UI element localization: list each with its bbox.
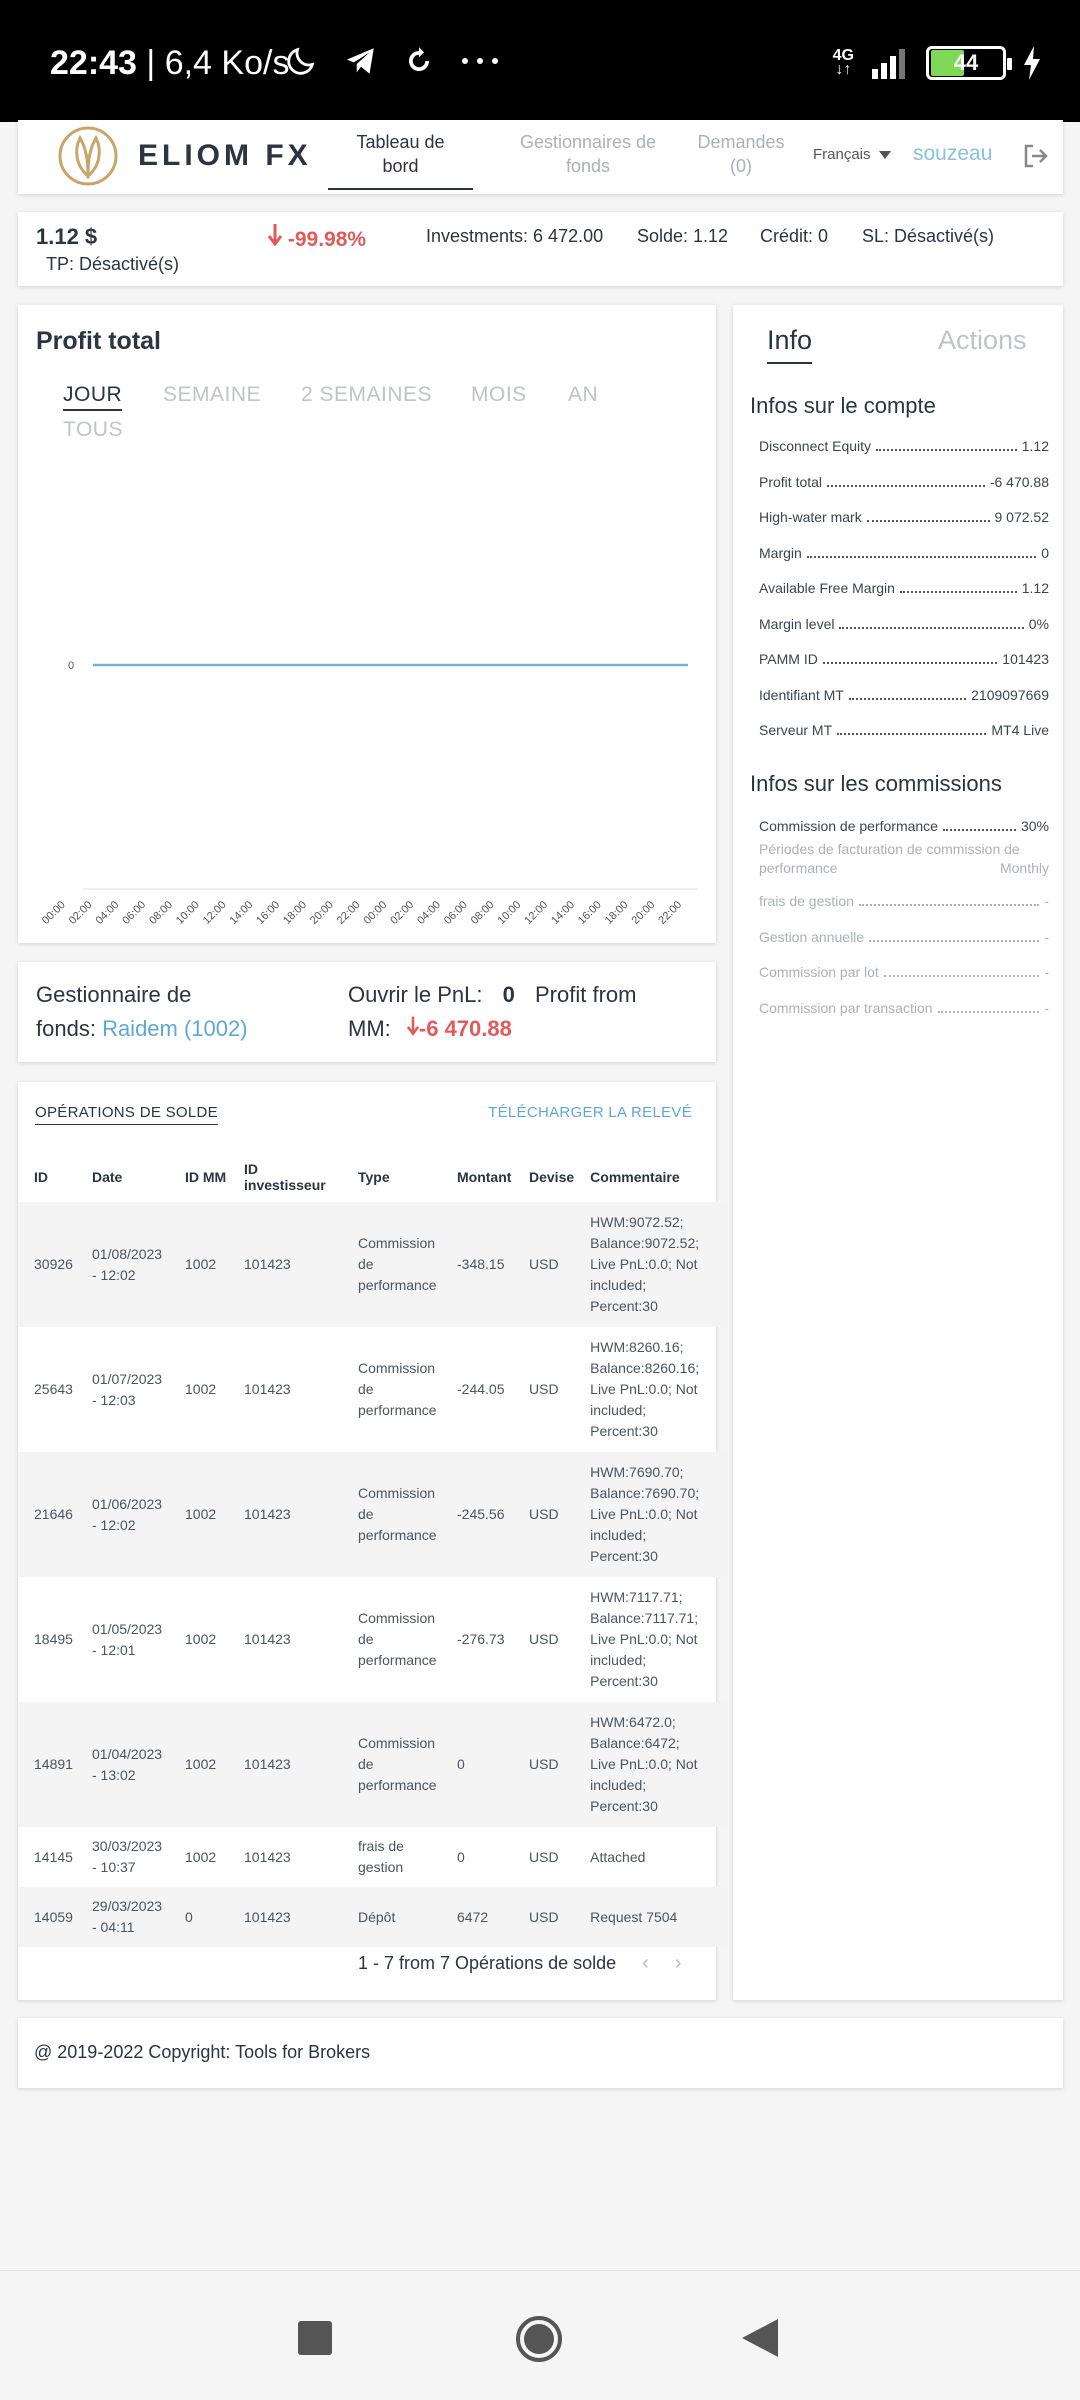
kv-account-row: PAMM ID 101423 xyxy=(759,651,1049,667)
operations-table xyxy=(18,1152,728,1947)
next-page-icon[interactable]: › xyxy=(674,1952,682,1974)
home-icon[interactable] xyxy=(515,2315,563,2363)
col-date[interactable]: Date xyxy=(92,1169,123,1185)
download-statement-link[interactable]: TÉLÉCHARGER LA RELEVÉ xyxy=(488,1104,692,1121)
period-month[interactable]: MOIS xyxy=(471,383,527,406)
arrow-down-icon xyxy=(268,224,282,246)
clock: 22:43 xyxy=(50,44,137,82)
x-tick-label: 14:00 xyxy=(227,898,256,927)
cell-comment: HWM:9072.52; Balance:9072.52; Live PnL:0.0; Not included; Percent:30 xyxy=(574,1202,728,1327)
copyright-text: @ 2019-2022 Copyright: Tools for Brokers xyxy=(34,2042,371,2062)
cell-amount: 0 xyxy=(457,1848,465,1865)
charging-icon xyxy=(1022,46,1042,80)
cell-date: 01/05/2023 - 12:01 xyxy=(92,1620,163,1658)
cell-id: 14891 xyxy=(18,1702,76,1827)
cell-id: 18495 xyxy=(34,1631,73,1647)
table-row xyxy=(18,1702,728,1827)
cell-mm-id: 1002 xyxy=(169,1202,228,1327)
x-tick-label: 20:00 xyxy=(629,898,658,927)
cell-id: 21646 xyxy=(18,1452,76,1577)
pnl-value: 0 xyxy=(502,982,515,1007)
recent-apps-icon[interactable] xyxy=(298,2321,332,2355)
cell-investor-id: 101423 xyxy=(228,1452,342,1577)
cell-type: Commission de performance xyxy=(342,1202,441,1327)
cell-mm-id: 1002 xyxy=(185,1381,217,1397)
x-tick-label: 02:00 xyxy=(66,898,95,927)
x-tick-label: 12:00 xyxy=(200,898,229,927)
cell-date: 01/06/2023 - 12:02 xyxy=(76,1452,169,1577)
credit: Crédit: 0 xyxy=(760,226,829,246)
cell-investor-id: 101423 xyxy=(244,1381,291,1397)
cell-comment: HWM:7690.70; Balance:7690.70; Live PnL:0.0; Not included; Percent:30 xyxy=(574,1452,728,1577)
commission-info-title: Infos sur les commissions xyxy=(750,771,1002,796)
period-week[interactable]: SEMAINE xyxy=(163,383,262,406)
manager-info xyxy=(36,978,248,1046)
footer xyxy=(18,2018,1063,2088)
cell-type: frais de gestion xyxy=(358,1838,404,1875)
cell-investor-id: 101423 xyxy=(228,1702,342,1827)
col-currency[interactable]: Devise xyxy=(529,1169,575,1185)
kv-billing-period: Périodes de facturation de commission de performance Monthly xyxy=(759,841,1049,876)
x-tick-label: 10:00 xyxy=(173,898,202,927)
x-tick-label: 16:00 xyxy=(575,898,604,927)
col-comment[interactable]: Commentaire xyxy=(590,1169,680,1185)
cell-type: Dépôt xyxy=(342,1887,441,1947)
col-amount[interactable]: Montant xyxy=(457,1169,512,1185)
x-tick-label: 08:00 xyxy=(147,898,176,927)
profit-chart xyxy=(28,415,708,935)
account-info-title: Infos sur le compte xyxy=(750,393,936,418)
profit-title: Profit total xyxy=(36,327,161,355)
cell-investor-id: 101423 xyxy=(244,1848,291,1865)
cell-currency: USD xyxy=(513,1887,574,1947)
manager-label-2: fonds: xyxy=(36,1016,96,1041)
x-tick-label: 06:00 xyxy=(120,898,149,927)
cell-amount: -276.73 xyxy=(457,1631,505,1647)
tab-actions[interactable]: Actions xyxy=(938,325,1027,355)
x-tick-label: 16:00 xyxy=(254,898,283,927)
status-time xyxy=(50,44,289,83)
cell-date: 01/04/2023 - 13:02 xyxy=(76,1702,169,1827)
x-tick-label: 12:00 xyxy=(522,898,551,927)
sync-icon xyxy=(404,46,434,76)
logout-icon[interactable] xyxy=(1023,144,1049,168)
cell-date: 29/03/2023 - 04:11 xyxy=(76,1887,169,1947)
cell-type: Commission de performance xyxy=(358,1360,437,1418)
table-row xyxy=(18,1577,728,1702)
signal-icon xyxy=(870,47,910,79)
tab-requests[interactable]: Demandes (0) xyxy=(697,132,785,176)
balance-operations-card xyxy=(18,1082,716,2000)
kv-commission-row: Commission par lot - xyxy=(759,964,1049,980)
cell-type: Commission de performance xyxy=(342,1702,441,1827)
tab-info[interactable]: Info xyxy=(767,325,812,364)
x-tick-label: 18:00 xyxy=(602,898,631,927)
table-row xyxy=(18,1327,728,1452)
mm-label-2: MM: xyxy=(348,1016,391,1041)
mm-label: Profit from xyxy=(535,982,637,1007)
cell-investor-id: 101423 xyxy=(228,1202,342,1327)
pnl-info xyxy=(348,978,636,1046)
table-row xyxy=(18,1202,728,1327)
cell-amount: 0 xyxy=(441,1702,513,1827)
balance-value: 1.12 $ xyxy=(36,224,98,249)
cell-comment: HWM:8260.16; Balance:8260.16; Live PnL:0.0; Not included; Percent:30 xyxy=(590,1339,700,1439)
x-tick-label: 14:00 xyxy=(549,898,578,927)
y-tick-label: 0 xyxy=(68,660,75,672)
kv-account-row: High-water mark 9 072.52 xyxy=(759,509,1049,525)
manager-label: Gestionnaire de xyxy=(36,982,192,1007)
table-row xyxy=(18,1452,728,1577)
period-all[interactable]: TOUS xyxy=(63,418,123,441)
x-tick-label: 00:00 xyxy=(39,898,68,927)
moon-icon xyxy=(284,44,318,78)
pagination-text: 1 - 7 from 7 Opérations de solde xyxy=(358,1953,617,1973)
operations-title: OPÉRATIONS DE SOLDE xyxy=(35,1104,218,1125)
cell-mm-id: 1002 xyxy=(169,1702,228,1827)
cell-date: 01/08/2023 - 12:02 xyxy=(76,1202,169,1327)
x-tick-label: 10:00 xyxy=(495,898,524,927)
col-mm-id[interactable]: ID MM xyxy=(185,1169,227,1185)
cell-currency: USD xyxy=(529,1381,559,1397)
kv-account-row: Profit total -6 470.88 xyxy=(759,473,1049,490)
cell-amount: -348.15 xyxy=(441,1202,513,1327)
x-tick-label: 06:00 xyxy=(441,898,470,927)
tab-fund-managers[interactable]: Gestionnaires de fonds xyxy=(519,132,657,176)
cell-id: 25643 xyxy=(34,1381,73,1397)
cell-id: 30926 xyxy=(18,1202,76,1327)
cell-comment: Request 7504 xyxy=(574,1887,728,1947)
android-nav-bar xyxy=(0,2270,1080,2400)
x-tick-label: 02:00 xyxy=(388,898,417,927)
x-tick-label: 22:00 xyxy=(334,898,363,927)
status-bar xyxy=(0,0,1080,122)
status-icons-left xyxy=(284,44,500,78)
brand-name: ELIOM FX xyxy=(138,139,312,172)
kv-account-row: Available Free Margin 1.12 xyxy=(759,580,1049,596)
language-value: Français xyxy=(813,146,871,163)
kv-commission-row: Gestion annuelle - xyxy=(759,928,1049,945)
cell-currency: USD xyxy=(529,1848,559,1865)
cell-mm-id: 1002 xyxy=(169,1452,228,1577)
change-percent: -99.98% xyxy=(268,224,366,252)
cell-investor-id: 101423 xyxy=(244,1631,291,1647)
network-speed: | 6,4 Ko/s xyxy=(146,44,290,82)
x-tick-label: 04:00 xyxy=(93,898,122,927)
cell-comment: Attached xyxy=(590,1848,646,1865)
status-icons-right xyxy=(833,46,1042,80)
x-tick-label: 00:00 xyxy=(361,898,390,927)
pnl-label: Ouvrir le PnL: xyxy=(348,982,483,1007)
network-type: 4G ↓↑ xyxy=(832,47,854,78)
table-header-row xyxy=(18,1152,728,1202)
mm-value: -6 470.88 xyxy=(407,1016,512,1041)
col-id[interactable]: ID xyxy=(34,1169,48,1185)
app-header xyxy=(18,120,1063,194)
kv-performance-commission: Commission de performance 30% xyxy=(759,818,1049,834)
table-row xyxy=(18,1827,728,1887)
logo-mark-icon xyxy=(58,126,118,186)
col-investor-id[interactable]: ID investisseur xyxy=(244,1161,326,1193)
cell-id: 14059 xyxy=(18,1887,76,1947)
kv-commission-row: frais de gestion - xyxy=(759,893,1049,909)
language-select[interactable] xyxy=(813,146,891,163)
x-tick-label: 20:00 xyxy=(307,898,336,927)
cell-mm-id: 1002 xyxy=(185,1848,217,1865)
back-icon[interactable] xyxy=(742,2319,778,2357)
arrow-down-icon xyxy=(407,1016,419,1036)
x-tick-label: 04:00 xyxy=(415,898,444,927)
info-panel xyxy=(733,305,1063,2000)
kv-commission-row: Commission par transaction - xyxy=(759,999,1049,1016)
investments: Investments: 6 472.00 xyxy=(426,226,604,246)
telegram-icon xyxy=(344,44,378,78)
cell-mm-id: 0 xyxy=(169,1887,228,1947)
cell-mm-id: 1002 xyxy=(185,1631,217,1647)
x-tick-label: 08:00 xyxy=(468,898,497,927)
caret-down-icon xyxy=(879,151,891,159)
manager-link[interactable]: Raidem (1002) xyxy=(102,1016,248,1041)
x-tick-label: 22:00 xyxy=(656,898,685,927)
cell-currency: USD xyxy=(513,1202,574,1327)
profit-card xyxy=(18,305,716,943)
cell-comment: HWM:6472.0; Balance:6472; Live PnL:0.0; Not included; Percent:30 xyxy=(574,1702,728,1827)
brand-logo[interactable] xyxy=(58,126,312,186)
cell-amount: 6472 xyxy=(441,1887,513,1947)
battery-level: 44 xyxy=(953,50,979,75)
cell-amount: -244.05 xyxy=(457,1381,505,1397)
cell-amount: -245.56 xyxy=(441,1452,513,1577)
cell-currency: USD xyxy=(513,1452,574,1577)
period-2weeks[interactable]: 2 SEMAINES xyxy=(301,383,433,406)
col-type[interactable]: Type xyxy=(358,1169,390,1185)
cell-date: 01/07/2023 - 12:03 xyxy=(92,1370,163,1408)
cell-comment: HWM:7117.71; Balance:7117.71; Live PnL:0.0; Not included; Percent:30 xyxy=(590,1589,699,1689)
cell-investor-id: 101423 xyxy=(228,1887,342,1947)
user-name[interactable]: souzeau xyxy=(913,142,993,165)
cell-currency: USD xyxy=(529,1631,559,1647)
period-year[interactable]: AN xyxy=(568,383,599,406)
pagination xyxy=(358,1952,681,1975)
cell-type: Commission de performance xyxy=(342,1452,441,1577)
stop-loss: SL: Désactivé(s) xyxy=(862,226,995,246)
kv-account-row: Serveur MT MT4 Live xyxy=(759,722,1049,738)
solde: Solde: 1.12 xyxy=(637,226,729,246)
battery-icon xyxy=(926,46,1006,80)
prev-page-icon[interactable]: ‹ xyxy=(642,1952,649,1974)
x-tick-label: 18:00 xyxy=(281,898,310,927)
cell-date: 30/03/2023 - 10:37 xyxy=(92,1838,163,1875)
kv-account-row: Margin 0 xyxy=(759,544,1049,561)
kv-account-row: Identifiant MT 2109097669 xyxy=(759,686,1049,703)
table-row xyxy=(18,1887,728,1947)
tab-dashboard[interactable]: Tableau de bord xyxy=(328,130,473,190)
more-dots-icon xyxy=(460,56,500,66)
kv-account-row: Disconnect Equity 1.12 xyxy=(759,438,1049,454)
period-day[interactable]: JOUR xyxy=(63,383,122,411)
take-profit: TP: Désactivé(s) xyxy=(46,254,180,274)
fund-manager-card xyxy=(18,962,716,1062)
cell-type: Commission de performance xyxy=(358,1610,437,1668)
cell-currency: USD xyxy=(513,1702,574,1827)
account-summary xyxy=(18,212,1063,286)
cell-id: 14145 xyxy=(34,1848,73,1865)
kv-account-row: Margin level 0% xyxy=(759,615,1049,632)
